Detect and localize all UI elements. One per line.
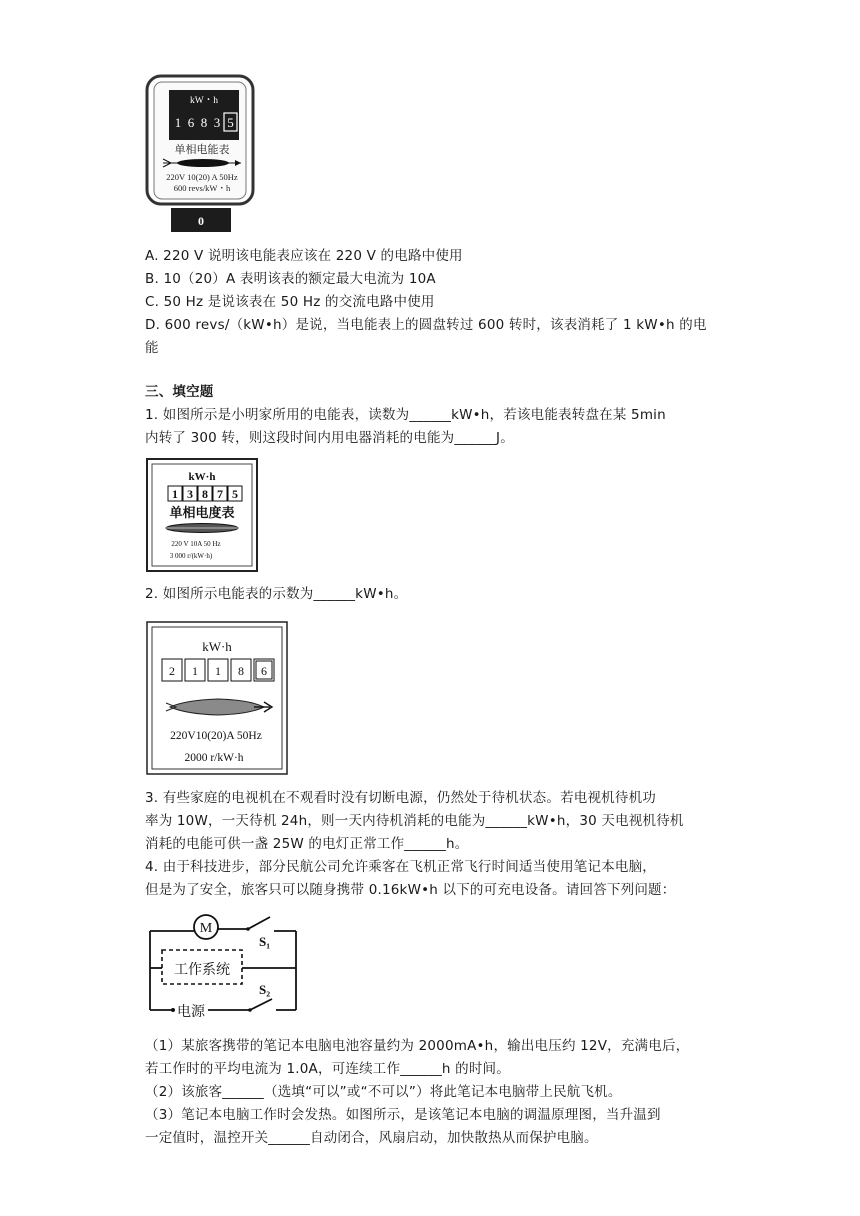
meter1-spec2: 600 revs/kW・h [173, 183, 231, 193]
meter-figure-2 [146, 458, 258, 572]
meter1-digit: 5 [227, 115, 234, 130]
option-b: B. 10（20）A 表明该表的额定最大电流为 10A [145, 271, 436, 287]
meter2-spec2: 3 000 r/(kW·h) [169, 552, 213, 560]
option-d: D. 600 revs/（kW•h）是说，当电能表上的圆盘转过 600 转时，该表消耗了 1 kW•h 的电 [145, 317, 707, 333]
meter3-digit: 8 [238, 664, 244, 678]
question-3-line-1: 3. 有些家庭的电视机在不观看时没有切断电源，仍然处于待机状态。若电视机待机功 [145, 790, 656, 806]
question-3-line-2: 率为 10W，一天待机 24h，则一天内待机消耗的电能为______kW•h，30 天电视机待机 [145, 813, 684, 829]
question-4-line-2: 但是为了安全，旅客只可以随身携带 0.16kW•h 以下的可充电设备。请回答下列问题： [145, 882, 676, 898]
question-1-line-2: 内转了 300 转，则这段时间内用电器消耗的电能为______J。 [145, 430, 514, 446]
meter1-knob: 0 [198, 214, 204, 228]
meter3-digit: 6 [261, 664, 267, 678]
meter1-digit: 6 [187, 115, 195, 130]
meter2-name: 单相电度表 [169, 505, 235, 520]
question-1-line-1: 1. 如图所示是小明家所用的电能表，读数为______kW•h，若该电能表转盘在某 5min [145, 407, 666, 423]
sub-question-3-line-1: （3）笔记本电脑工作时会发热。如图所示，是该笔记本电脑的调温原理图，当升温到 [145, 1107, 661, 1123]
meter3-digit: 1 [192, 664, 198, 678]
meter2-digit: 5 [232, 487, 238, 501]
option-d-continued: 能 [145, 340, 159, 356]
circuit-diagram [146, 910, 302, 1022]
switch-s2-label: S₂ [259, 982, 271, 997]
meter1-digit: 3 [213, 115, 221, 130]
meter2-digit: 1 [172, 487, 178, 501]
meter3-spec1: 220V10(20)A 50Hz [170, 730, 262, 742]
meter3-spec2: 2000 r/kW·h [184, 752, 244, 764]
meter1-digit: 1 [174, 115, 182, 130]
meter2-spec1: 220 V 10A 50 Hz [171, 540, 221, 548]
sub-question-1-line-2: 若工作时的平均电流为 1.0A，可连续工作______h 的时间。 [145, 1061, 510, 1077]
meter3-unit: kW·h [202, 639, 232, 654]
sub-question-1-line-1: （1）某旅客携带的笔记本电脑电池容量约为 2000mA•h，输出电压约 12V，充满电后， [145, 1038, 690, 1054]
meter1-name: 单相电能表 [174, 144, 230, 156]
motor-label: M [199, 921, 213, 936]
meter-figure-3 [146, 621, 288, 775]
meter1-unit: kW・h [190, 96, 218, 106]
meter3-digit: 2 [169, 664, 175, 678]
power-source-label: 电源 [177, 1005, 205, 1020]
question-4-line-1: 4. 由于科技进步，部分民航公司允许乘客在飞机正常飞行时间适当使用笔记本电脑， [145, 859, 656, 875]
section-title: 三、填空题 [145, 384, 214, 400]
meter3-digit: 1 [215, 664, 221, 678]
meter2-unit: kW·h [188, 471, 216, 483]
meter2-digit: 8 [202, 487, 208, 501]
work-system-label: 工作系统 [174, 963, 230, 978]
meter2-digit: 7 [217, 487, 223, 501]
meter1-digit: 8 [200, 115, 208, 130]
sub-question-2: （2）该旅客______（选填“可以”或“不可以”）将此笔记本电脑带上民航飞机。 [145, 1084, 622, 1100]
sub-question-3-line-2: 一定值时，温控开关______自动闭合，风扇启动，加快散热从而保护电脑。 [145, 1130, 598, 1146]
question-2: 2. 如图所示电能表的示数为______kW•h。 [145, 586, 408, 602]
meter1-spec1: 220V 10(20) A 50Hz [166, 172, 238, 182]
meter2-digit: 3 [187, 487, 193, 501]
option-a: A. 220 V 说明该电能表应该在 220 V 的电路中使用 [145, 248, 463, 264]
option-c: C. 50 Hz 是说该表在 50 Hz 的交流电路中使用 [145, 294, 435, 310]
switch-s2 [250, 999, 272, 1010]
switch-s1 [248, 917, 270, 929]
switch-s1-label: S₁ [259, 934, 271, 949]
question-3-line-3: 消耗的电能可供一盏 25W 的电灯正常工作______h。 [145, 836, 469, 852]
meter-figure-1 [145, 74, 257, 234]
